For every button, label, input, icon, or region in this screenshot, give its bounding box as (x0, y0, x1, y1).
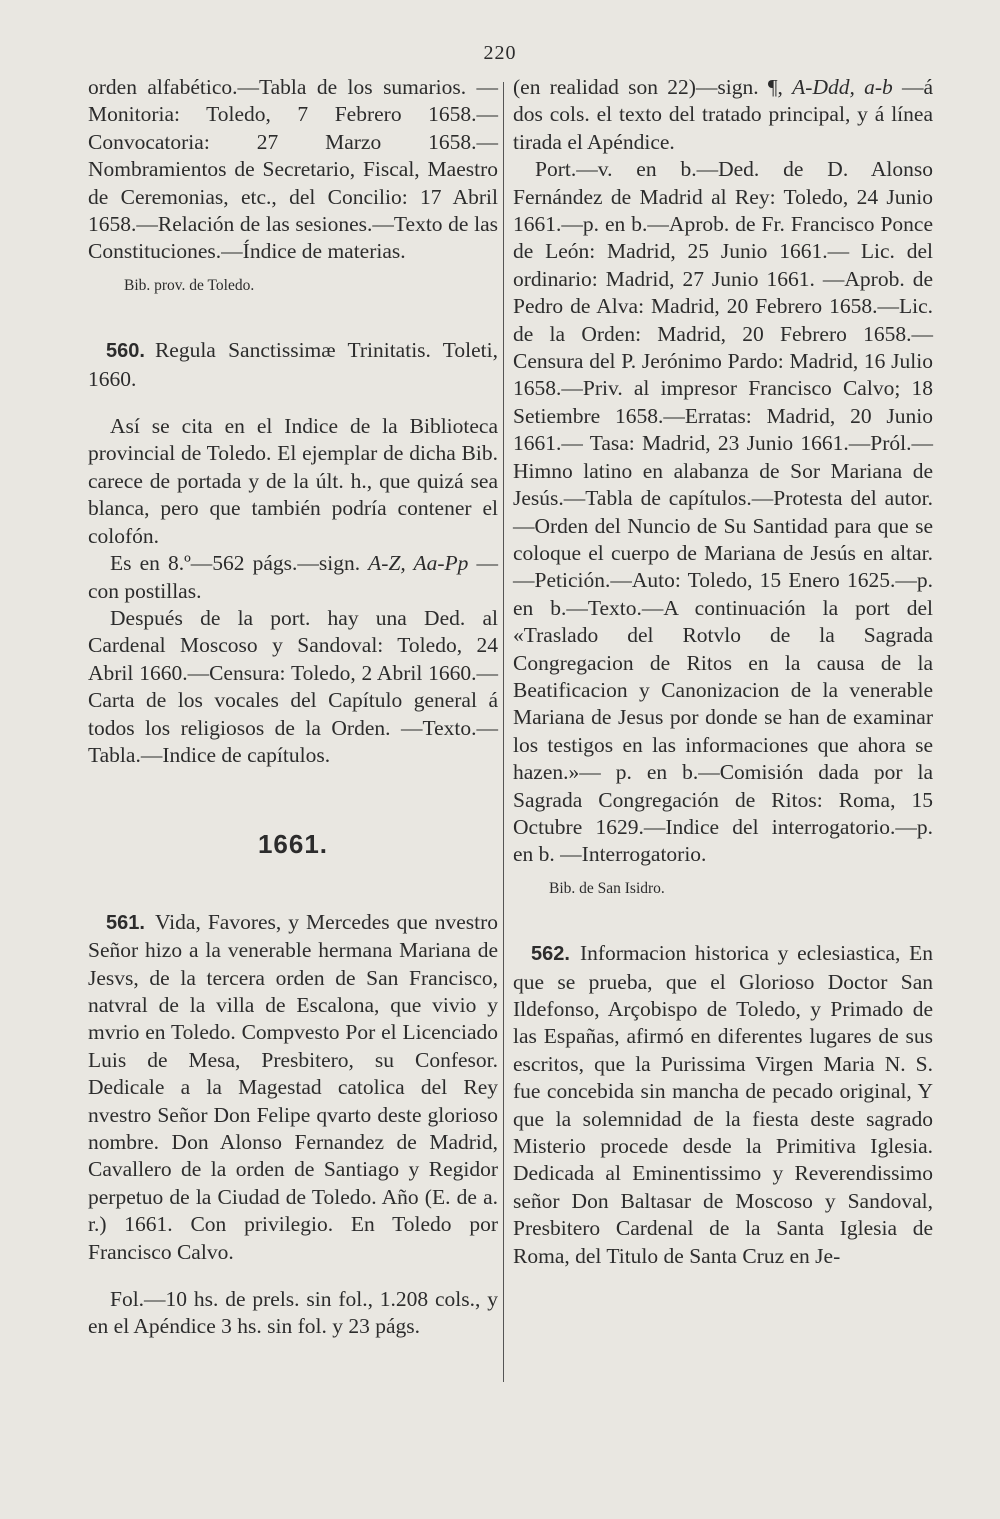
signature-text: A-Z, Aa-Pp (368, 551, 469, 576)
entry-title: Regula Sanctissimæ Trinitatis. Toleti, 1660. (88, 338, 498, 391)
entry-number: 562. (531, 943, 570, 966)
entry-heading (88, 909, 498, 1266)
year-heading: 1661. (257, 829, 329, 860)
paragraph-text: (en realidad son 22)—sign. ¶, (513, 75, 793, 99)
page-number: 220 (483, 42, 517, 64)
entry-562 (513, 940, 933, 1270)
entry-heading (88, 337, 498, 393)
entry-paragraph: Así se cita en el Indice de la Biblioteca provincial de Toledo. El ejemplar de dicha Bib. carece de portada y de la últ. h., que quizá sea blanca, pero que también podría contener el colofón. (88, 414, 498, 548)
paragraph-text: —á dos cols. el texto del tratado principal, y á línea tirada el Apéndice. (513, 75, 933, 154)
paragraph-text: Es en 8.º—562 págs.—sign. (110, 551, 369, 576)
entry-title: Vida, Favores, y Mercedes que nvestro Señor hizo a la venerable hermana Mariana de Jesvs, de la tercera orden de San Francisco, natvral de la villa de Escalona, que vivio y mvrio en Toledo. Compvesto Por el Licenciado Luis de Mesa, Presbitero, su Confesor. Dedicale a la Magestad catolica del Rey nvestro Señor Don Felipe qvarto deste glorioso nombre. Don Alonso Fernandez de Madrid, Cavallero de la orden de Santiago y Regidor perpetuo de la Ciudad de Toledo. Año (E. de a. r.) 1661. Con privilegio. En Toledo por Francisco Calvo. (88, 909, 498, 1264)
entry-paragraph: Port.—v. en b.—Ded. de D. Alonso Fernández de Madrid al Rey: Toledo, 24 Junio 1661.—p. en b.—Aprob. de Fr. Francisco Ponce de León: Madrid, 25 Junio 1661.— Lic. del ordinario: Madrid, 27 Junio 1661. —Aprob. de Pedro de Alva: Madrid, 20 Febrero 1658.—Lic. de la Orden: Madrid, 20 Febrero 1658.—Censura del P. Jerónimo Pardo: Madrid, 16 Julio 1658.—Priv. al impresor Francisco Calvo; 18 Setiembre 1658.—Erratas: Madrid, 20 Junio 1661.— Tasa: Madrid, 23 Junio 1661.—Pról.— Himno latino en alabanza de Sor Mariana de Jesús.—Tabla de capítulos.—Protesta del autor.—Orden del Nuncio de Su Santidad para que se coloque el cuerpo de Mariana de Jesús en altar.—Petición.—Auto: Toledo, 15 Enero 1625.—p. en b.—Texto.—A continuación la port del «Traslado del Rotvlo de la Sagrada Congregacion de Ritos en la causa de la Beatificacion y Canonizacion de la venerable Mariana de Jesus por donde se han de examinar los testigos en las informaciones que ahora se hazen.»— p. en b.—Comisión dada por la Sagrada Congregación de Ritos: Roma, 15 Octubre 1629.—Indice del interrogatorio.—p. en b. —Interrogatorio. (513, 157, 933, 867)
entry-paragraph: Después de la port. hay una Ded. al Cardenal Moscoso y Sandoval: Toledo, 24 Abril 1660.—Censura: Toledo, 2 Abril 1660.—Carta de los vocales del Capítulo general á todos los religiosos de la Orden. —Texto.—Tabla.—Indice de capítulos. (88, 605, 498, 767)
paragraph-text: —con postillas. (88, 551, 499, 603)
column-divider (503, 82, 504, 1382)
library-note: Bib. prov. de Toledo. (124, 276, 255, 294)
entry-heading (513, 940, 933, 1270)
left-column (88, 74, 498, 1341)
signature-text: A-Ddd, a-b (792, 75, 893, 99)
entry-560 (88, 337, 498, 769)
continuation-text: orden alfabético.—Tabla de los sumarios. —Monitoria: Toledo, 7 Febrero 1658.— Convocatoria: 27 Marzo 1658.—Nombramientos de Secretario, Fiscal, Maestro de Ceremonias, etc., del Concilio: 17 Abril 1658.—Relación de las sesiones.—Texto de las Constituciones.—Índice de materias. (88, 75, 498, 264)
entry-number: 561. (106, 911, 145, 934)
entry-number: 560. (106, 340, 145, 363)
library-note: Bib. de San Isidro. (549, 879, 665, 897)
right-column (513, 74, 933, 1270)
entry-paragraph (88, 550, 498, 605)
entry-title: Informacion historica y eclesiastica, En que se prueba, que el Glorioso Doctor San Ildefonso, Arçobispo de Toledo, y Primado de las Españas, afirmó en diferentes lugares de sus escritos, que la Purissima Virgen Maria N. S. fue concebida sin mancha de pecado original, Y que la solemnidad de la fiesta deste sagrado Misterio procede desde la Primitiva Iglesia. Dedicada al Eminentissimo y Reverendissimo señor Don Baltasar de Moscoso y Sandoval, Presbitero Cardenal de la Santa Iglesia de Roma, del Titulo de Santa Cruz en Je- (513, 941, 933, 1268)
entry-561 (88, 909, 498, 1341)
entry-paragraph: Fol.—10 hs. de prels. sin fol., 1.208 cols., y en el Apéndice 3 hs. sin fol. y 23 págs. (88, 1287, 498, 1339)
continuation-text (513, 74, 933, 156)
